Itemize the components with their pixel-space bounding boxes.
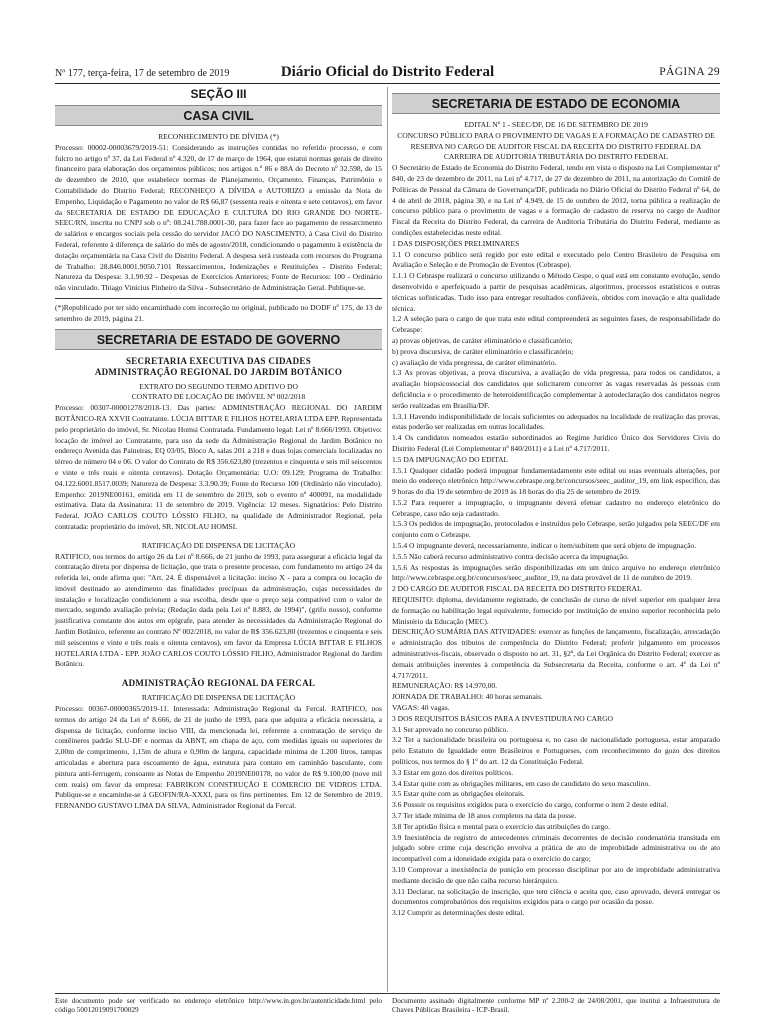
edital-paragraph: 3 DOS REQUISITOS BÁSICOS PARA A INVESTIDURA NO CARGO <box>392 713 613 723</box>
reconhecimento-title: RECONHECIMENTO DE DÍVIDA (*) <box>158 132 279 141</box>
edital-paragraph: 3.9 Inexistência de registro de antecedentes criminais decorrentes de decisão condenatória transitada em julgado sobre crime cuja descrição envolva a prática de ato de improbidade administrativa ou de ato incompatível com a idoneidade exigida para o exercício do cargo; <box>392 832 720 864</box>
edital-paragraph: VAGAS: 40 vagas. <box>392 703 450 713</box>
edital-subtitle: CONCURSO PÚBLICO PARA O PROVIMENTO DE VAGAS E A FORMAÇÃO DE CADASTRO DE RESERVA NO CARGO DE AUDITOR FISCAL DA RECEITA DO DISTRITO FEDERAL DA CARREIRA DE AUDITORIA TRIBUTÁRIA DO DISTRITO FEDERAL <box>397 130 715 162</box>
edital-paragraph: DESCRIÇÃO SUMÁRIA DAS ATIVIDADES: exercer as funções de lançamento, fiscalização, arrecadação e administração dos tributos de competência do Distrito Federal; proferir julgamento em processos administrativos-fiscais, observado o disposto no art. 31, §2º, da Lei Orgânica do Distrito Federal; exercer as demais atribuições inerentes à competência da Subsecretaria da Receita, conforme o art. 4º da Lei nº 4.717/2011. <box>392 627 720 680</box>
reconhecimento-body: Processo: 00002-00003679/2019-51: Considerando as instruções contidas no referido processo, e com fulcro no artigo nº 37, da Lei Federal nº 4.320, de 17 de março de 1964, que estatui normas gerais de direito financeiro para elaboração dos orçamentos públicos; nos artigos n.º 86 e 88A do Decreto nº 32.598, de 15 de dezembro de 2010, que estabelece normas de Planejamento, Orçamento, Finanças, Patrimônio e Contabilidade do Distrito Federal; RECONHEÇO A DÍVIDA e AUTORIZO a emissão da Nota de Empenho, Liquidação e Pagamento no valor de R$ 66,87 (sessenta reais e oitenta e sete centavos), em favor da SECRETARIA DE ESTADO DE EDUCAÇÃO E CULTURA DO RIO GRANDE DO NORTE- SEEC/RN, inscrita no CNPJ sob o nº: 08.241.788.0001-30, para fazer face ao pagamento de ressarcimento de salários e encargos sociais pela cessão do servidor JACÓ DO NASCIMENTO, à Casa Civil do Distrito Federal, referente à diferença de salário do mês de agosto/2018, condicionando o pagamento à existência de dotação orçamentária na Casa Civil do Distrito Federal. A despesa será custeada com recursos do Programa de Trabalho: 28.846.0001.9050.7101 Ressarcimentos, Indenizações e Restituições - Distrito Federal; Natureza da Despesa: 3.1.90.92 - Despesas de Exercícios Anteriores; Fonte de Recursos: 100 - Ordinário não vinculado. Thiago Vinícius Pinheiro da Silva - Subsecretário de Administração Geral. Publique-se. <box>55 142 382 293</box>
edital-paragraph: 1.1 O concurso público será regido por este edital e executado pelo Centro Brasileiro de Pesquisa em Avaliação e Seleção e de Promoção de Eventos (Cebraspe). <box>392 249 720 270</box>
economia-header: SECRETARIA DE ESTADO DE ECONOMIA <box>392 93 720 114</box>
issue-info: Nº 177, terça-feira, 17 de setembro de 2019 <box>55 68 230 79</box>
extrato-title-1: EXTRATO DO SEGUNDO TERMO ADITIVO DO <box>139 381 298 391</box>
edital-paragraph: O Secretário de Estado de Economia do Distrito Federal, tendo em vista o disposto na Lei Complementar nº 840, de 23 de dezembro de 2011, na Lei nº 4.717, de 27 de dezembro de 2011, na autorização do Comitê de Políticas de Pessoal da Câmara de Governança/DF, publicada no Diário Oficial do Distrito Federal nº 64, de 4 de abril de 2018, página 30, e na Lei nº 4.949, de 15 de outubro de 2012, torna pública a realização de concurso público para o provimento de vagas e a formação de cadastro de reserva no cargo de Auditor Fiscal da Receita do Distrito Federal, da carreira de Auditoria Tributária do Distrito Federal, mediante as condições estabelecidas neste edital. <box>392 163 720 237</box>
page-number: PÁGINA 29 <box>659 66 720 78</box>
edital-paragraph: 1.1.1 O Cebraspe realizará o concurso utilizando o Método Cespe, o qual está em constante evolução, sendo desenvolvido e aperfeiçoado a partir de pesquisas acadêmicas, algoritmos, processos estatísticos e outras técnicas sofisticadas. Tudo isso para entregar resultados confiáveis, obtidos com inovação e alta qualidade técnica. <box>392 271 720 313</box>
footer-signature: Documento assinado digitalmente conforme MP nº 2.200-2 de 24/08/2001, que institui a Infraestrutura de Chaves Públicas Brasileira - ICP-Brasil. <box>392 996 720 1014</box>
edital-paragraph: 1.5.2 Para requerer a impugnação, o impugnante deverá efetuar cadastro no endereço eletrônico do Cebraspe, caso não seja cadastrado. <box>392 497 720 518</box>
left-column <box>55 87 382 812</box>
edital-paragraph: REQUISITO: diploma, devidamente registrado, de conclusão de curso de nível superior em qualquer área de formação ou habilitação legal equivalente, fornecido por instituição de ensino superior reconhecida pelo Ministério da Educação (MEC). <box>392 595 720 626</box>
edital-paragraph: 1.5.6 As respostas às impugnações serão disponibilizadas em um único arquivo no endereço eletrônico http://www.cebraspe.org.br/concursos/seec_auditor_19, na data provável de 11 de outubro de 2019. <box>392 562 720 583</box>
extrato-title-2: CONTRATO DE LOCAÇÃO DE IMÓVEL Nº 002/2018 <box>131 392 306 402</box>
edital-paragraph: 1.3 As provas objetivas, a prova discursiva, a avaliação de vida pregressa, para todos os candidatos, a avaliação biopsicossocial dos candidatos que solicitarem concorrer às vagas reservadas às pessoas com deficiência e o procedimento de heteroidentificação complementar à autodeclaração dos candidatos negros serão realizadas em Brasília/DF. <box>392 368 720 410</box>
edital-paragraph: 3.7 Ter idade mínima de 18 anos completos na data da posse. <box>392 811 577 820</box>
edital-paragraph: 1.5.4 O impugnante deverá, necessariamente, indicar o item/subitem que será objeto de impugnação. <box>392 541 697 551</box>
edital-paragraph: 1.5.3 Os pedidos de impugnação, protocolados e instruídos pelo Cebraspe, serão julgados pela SEEC/DF em conjunto com o Cebraspe. <box>392 519 720 540</box>
section-label: SEÇÃO III <box>190 87 247 101</box>
edital-paragraph: 1.3.1 Havendo indisponibilidade de locais suficientes ou adequados na localidade de realização das provas, estas poderão ser realizadas em outras localidades. <box>392 411 720 432</box>
edital-paragraph: 1.5 DA IMPUGNAÇÃO DO EDITAL <box>392 454 509 464</box>
edital-paragraph: 3.2 Ter a nacionalidade brasileira ou portuguesa e, no caso de nacionalidade portuguesa, estar amparado pelo Estatuto de Igualdade entre Brasileiros e Portugueses, com reconhecimento do gozo dos direitos políticos, nos termos do § 1º do art. 12 da Constituição Federal. <box>392 735 720 767</box>
edital-paragraph: 3.10 Comprovar a inexistência de punição em processo disciplinar por ato de improbidade administrativa mediante decisão de que não caiba recurso hierárquico. <box>392 864 720 885</box>
edital-paragraph: 3.6 Possuir os requisitos exigidos para o exercício do cargo, conforme o item 2 deste edital. <box>392 800 669 810</box>
ratificacao-title: RATIFICAÇÃO DE DISPENSA DE LICITAÇÃO <box>141 540 296 550</box>
edital-paragraph: 2 DO CARGO DE AUDITOR FISCAL DA RECEITA DO DISTRITO FEDERAL <box>392 584 642 594</box>
governo-header: SECRETARIA DE ESTADO DE GOVERNO <box>55 329 382 350</box>
column-divider <box>387 87 388 992</box>
edital-paragraph: 1 DAS DISPOSIÇÕES PRELIMINARES <box>392 238 520 248</box>
edital-paragraph: 1.5.5 Não caberá recurso administrativo contra decisão acerca da impugnação. <box>392 551 629 561</box>
edital-paragraph: 1.2 A seleção para o cargo de que trata este edital compreenderá as seguintes fases, de responsabilidade do Cebraspe: <box>392 314 720 335</box>
secretaria-cidades-title: SECRETARIA EXECUTIVA DAS CIDADES <box>125 355 312 366</box>
ratificacao-fercal-body: Processo: 00367-00000365/2019-11. Interessada: Administração Regional da Fercal. RATIFICO, nos termos do artigo 24 da Lei nº 8.666, de 21 de junho de 1993, para que adquira a eficácia necessária, a dispensa de licitação, conforme inciso VIII, da mencionada lei, referente a contratação de serviço de contêineres padrão SLU-DF e normas da ABNT, em chapa de aço, com medidas iguais ou superiores de 2,00m de comprimento, 1,15m de altura e 0,90m de largura, capacidade mínima de 1.200 litros, tampas articuladas e abertura para escoamento de água, estrutura para contato em caminhão basculante, com pintura anti-ferrugem, consoante as Notas de Empenho 2019NE00178, no valor de R$ 9.100,00 (nove mil cem reais) em favor da empresa: FABRIKON CONSTRUÇÃO E COMERCIO DE VIDROS LTDA. Publique-se e encaminhe-se à GEOFIN/RA-XXXI, para os fins pertinentes. Em 12 de Setembro de 2019. FERNANDO GUSTAVO LIMA DA SILVA, Administrador Regional da Fercal. <box>55 704 382 811</box>
edital-paragraph: 3.11 Declarar, na solicitação de inscrição, que tem ciência e aceita que, caso aprovado, deverá entregar os documentos comprobatórios dos requisitos exigidos para o cargo por ocasião da posse. <box>392 886 720 907</box>
divider <box>55 298 382 299</box>
edital-paragraph: 3.5 Estar quite com as obrigações eleitorais. <box>392 789 525 799</box>
edital-paragraph: b) prova discursiva, de caráter eliminatório e classificatório; <box>392 346 574 356</box>
edital-paragraph: c) avaliação de vida pregressa, de caráter eliminatório. <box>392 357 557 367</box>
ratificacao-fercal-title: RATIFICAÇÃO DE DISPENSA DE LICITAÇÃO <box>141 693 296 703</box>
page-header <box>55 64 720 84</box>
edital-title: EDITAL Nº 1 - SEEC/DF, DE 16 DE SETEMBRO DE 2019 <box>464 120 648 129</box>
edital-paragraph: 3.12 Cumprir as determinações deste edital. <box>392 908 525 918</box>
right-column <box>392 87 720 919</box>
footer-verification: Este documento pode ser verificado no endereço eletrônico http://www.in.gov.br/autenticidade.html pelo código 50012019091700029 <box>55 996 382 1014</box>
edital-paragraph: 3.8 Ter aptidão física e mental para o exercício das atribuições do cargo. <box>392 821 610 831</box>
edital-paragraph: JORNADA DE TRABALHO: 40 horas semanais. <box>392 692 543 702</box>
ratificacao-body: RATIFICO, nos termos do artigo 26 da Lei nº 8.666, de 21 junho de 1993, para assegurar a eficácia legal da contratação direta por dispensa de licitação, que trata o presente processo, com fundamento no artigo 24 da referida lei, onde afirma que: "Art. 24. É dispensável a licitação: inciso X - para a compra ou locação de imóvel destinado ao atendimento das finalidades precípuas da administração, cujas necessidades de instalação e localização condicionem a sua escolha, desde que o preço seja compatível com o valor de mercado, segundo avaliação prévia; (Redação dada pela Lei nº 8.883, de 1994)", (grifo nosso), conforme justificativa constante dos autos em epígrafe, para atender às necessidades da Administração Regional do Jardim Botânico, referente ao contrato Nº 002/2018, no valor de R$ 356.623,80 (trezentos e cinquenta e seis mil seiscentos e vinte e três reais e oitenta centavos), em favor da Empresa LÚCIA BITTAR E FILHOS HOTELARIA LTDA - EPP. JOÃO CARLOS COUTO LÓSSIO FILHO, Administrador Regional do Jardim Botânico. <box>55 551 382 669</box>
edital-body <box>392 163 720 919</box>
edital-paragraph: REMUNERAÇÃO: R$ 14.970,00. <box>392 681 498 691</box>
edital-paragraph: 3.3 Estar em gozo dos direitos políticos. <box>392 767 514 777</box>
edital-paragraph: a) provas objetivas, de caráter eliminatório e classificatório; <box>392 335 573 345</box>
jardim-botanico-title: ADMINISTRAÇÃO REGIONAL DO JARDIM BOTÂNICO <box>94 366 343 377</box>
republicado-note: (*)Republicado por ter sido encaminhado com incorreção no original, publicado no DODF nº 175, de 13 de setembro de 2019, página 21. <box>55 302 382 323</box>
edital-paragraph: 1.5.1 Qualquer cidadão poderá impugnar fundamentadamente este edital ou suas eventuais alterações, por meio do endereço eletrônico http://www.cebraspe.org.br/concursos/seec_auditor_19, em link específico, das 9 horas do dia 19 de setembro de 2019 às 18 horas do dia 25 de setembro de 2019. <box>392 465 720 497</box>
edital-paragraph: 1.4 Os candidatos nomeados estarão subordinados ao Regime Jurídico Único dos Servidores Civis do Distrito Federal (Lei Complementar nº 840/2011) e à Lei nº 4.717/2011. <box>392 433 720 453</box>
footer-rule <box>55 993 720 994</box>
edital-paragraph: 3.1 Ser aprovado no concurso público. <box>392 724 509 734</box>
edital-paragraph: 3.4 Estar quite com as obrigações militares, em caso de candidato do sexo masculino. <box>392 778 651 788</box>
casa-civil-header: CASA CIVIL <box>55 105 382 126</box>
fercal-title: ADMINISTRAÇÃO REGIONAL DA FERCAL <box>121 678 316 689</box>
newspaper-title: Diário Oficial do Distrito Federal <box>280 64 495 80</box>
extrato-body: Processo: 00307-00001278/2018-13. Das partes: ADMINISTRAÇÃO REGIONAL DO JARDIM BOTÂNICO-RA XXVII Contratante. LÚCIA BITTAR E FILHOS HOTELARIA LTDA EPP. Representada pelo proprietário do imóvel, Sr. Nicolau Homsi Contratada. Fundamento legal: Lei nº 8.666/1993. Objetivo: locação de imóvel ao Contratante, para uso da sede da Administração Regional do Jardim Botânico no endereço Avenida das Paineiras, EQ 03/05, Bloco A, salas 201 a 218 e duas lojas comerciais localizadas no térreo de número 04 e 06. O valor do Contrato de R$ 356.623,80 (trezentos e cinquenta e seis mil seiscentos e vinte e três reais e oitenta centavos). Dotação Orçamentária: U.O: 09.129; Programa de Trabalho: 04.122.6001.8517.0039; Natureza de Despesa: 3.3.90.39; Fonte do Recurso 100 (Ordinário não vinculado). Empenho: 2019NE00161, emitida em 11 de setembro de 2019, sob o evento nº 400091, na modalidade estimativa. Data da Assinatura: 11 de setembro de 2019. Vigência: 12 meses. Signatários: Pelo Distrito Federal. JOÃO CARLOS COUTO LÓSSIO FILHO, na qualidade de Administrador Regional, pela contratada: proprietário do imóvel, SR. NICOLAU HOMSI. <box>55 403 382 531</box>
